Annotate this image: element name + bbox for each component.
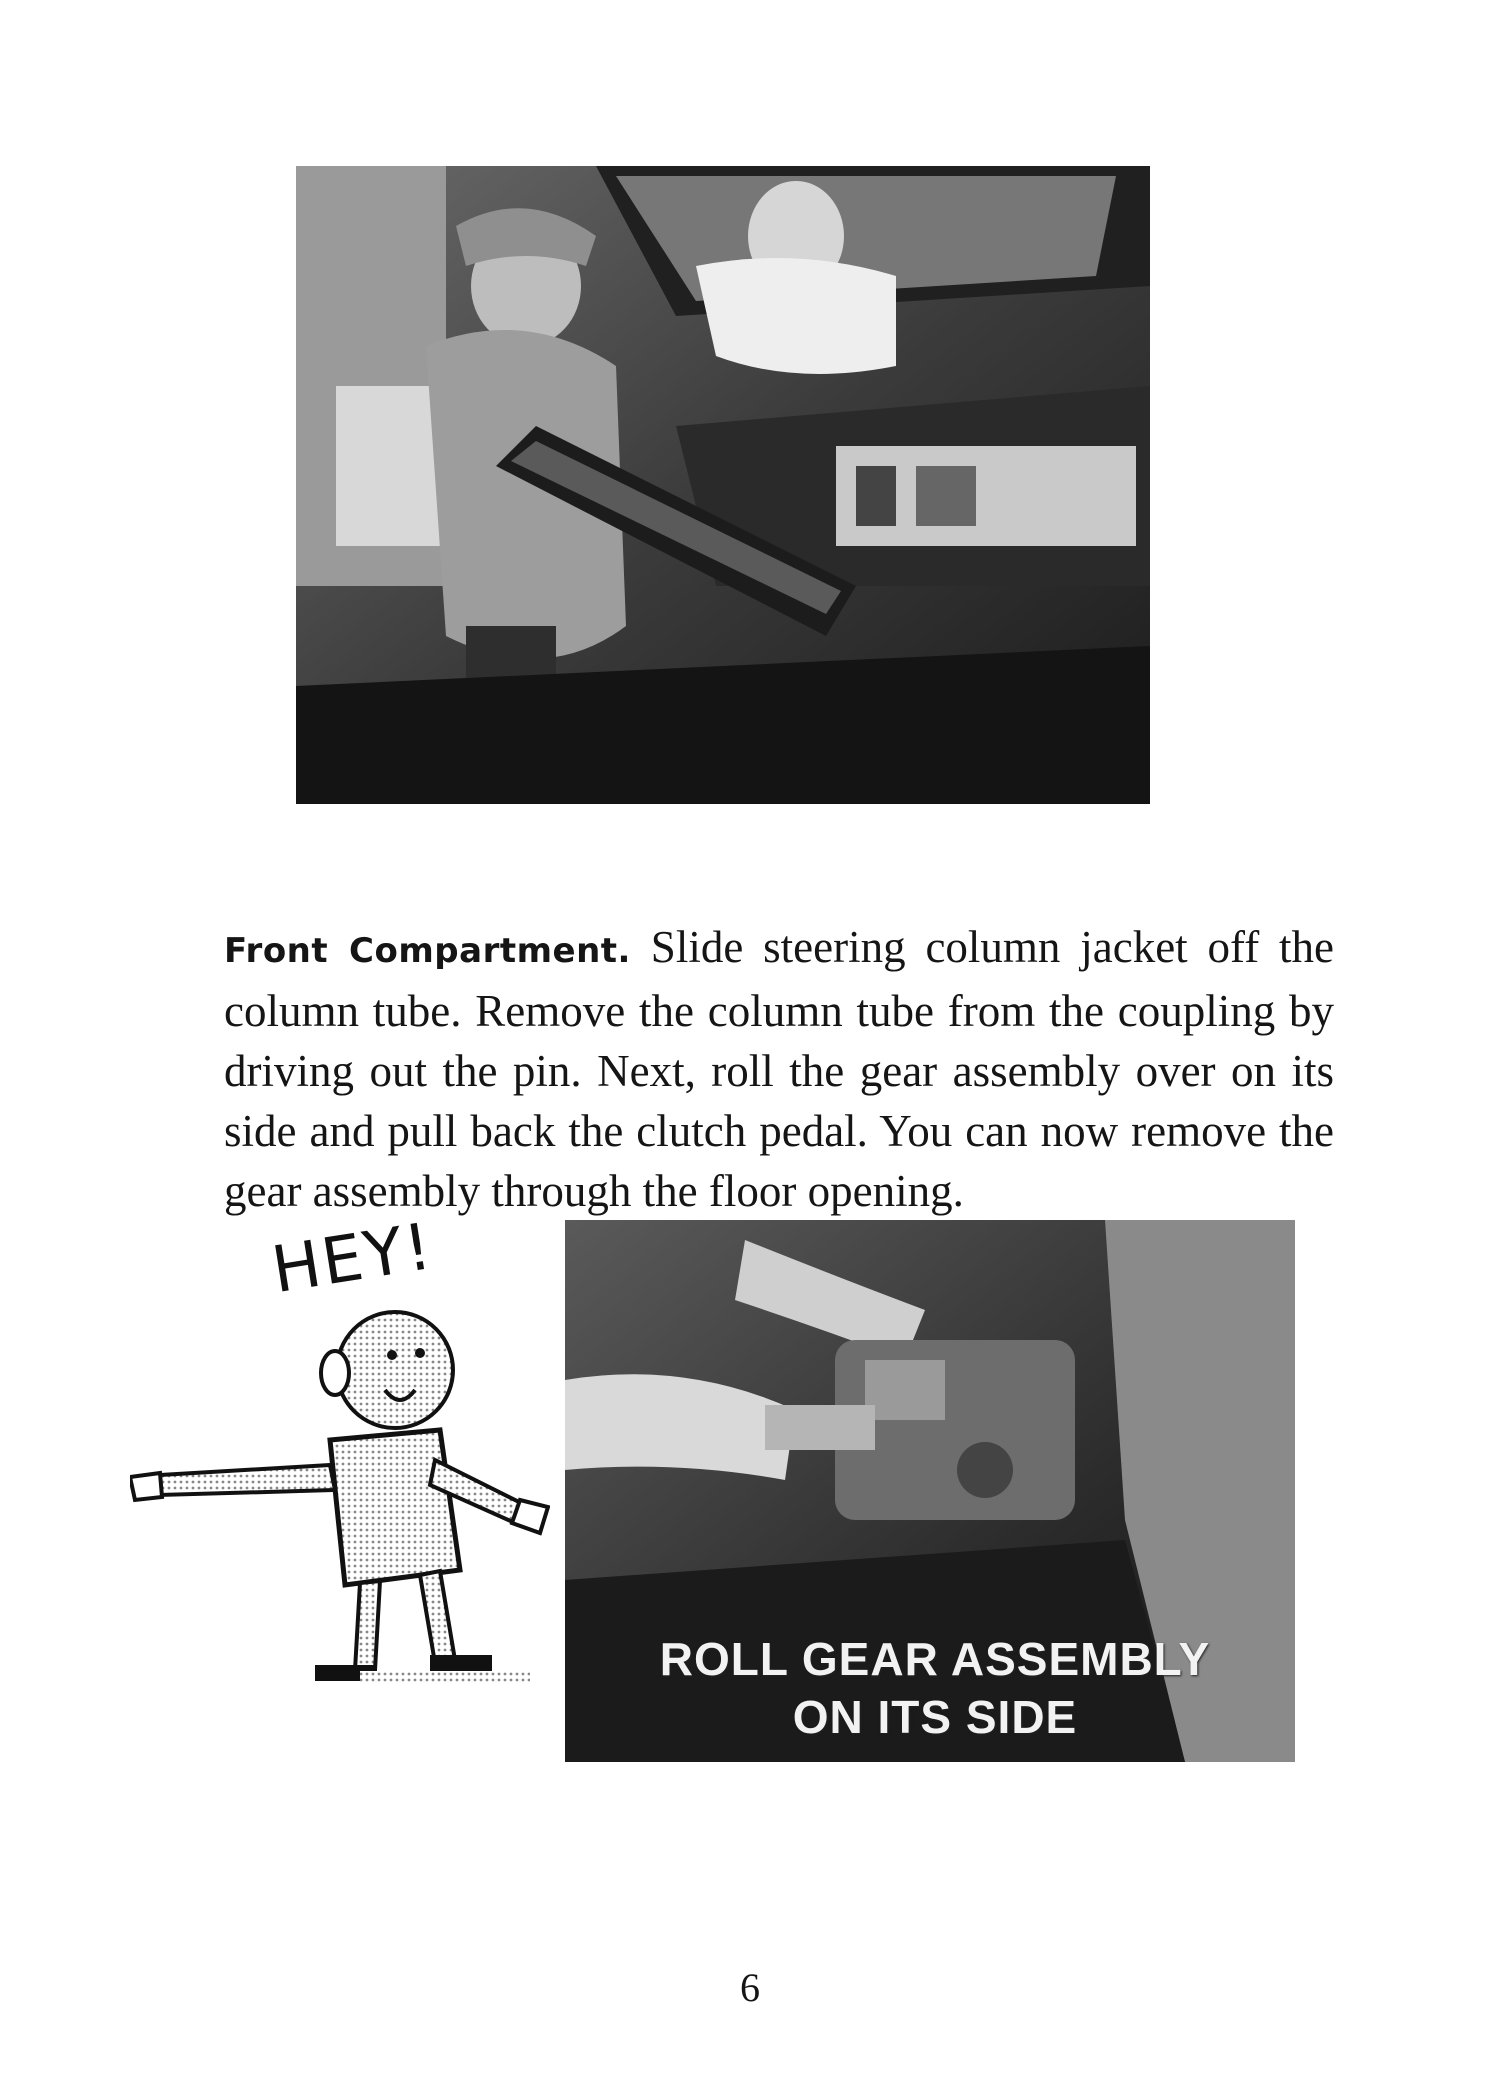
photo-steering-column-removal — [296, 166, 1150, 804]
caption-lead: Front Compartment. — [224, 931, 631, 971]
overlay-line-2: ON ITS SIDE — [792, 1691, 1078, 1743]
caption-paragraph — [224, 917, 1334, 1221]
photo-roll-gear-assembly — [565, 1220, 1295, 1762]
cartoon-mascot-figure — [130, 1215, 550, 1685]
caption-text: Slide steering column jacket off the column tube. Remove the column tube from the coupling by driving out the pin. Next, roll the gear assembly over on its side and pull back the clutch pedal. You can now remove the gear assembly through the floor opening. — [224, 922, 1334, 1216]
overlay-line-1: ROLL GEAR ASSEMBLY — [659, 1633, 1211, 1685]
photo-overlay-caption — [655, 1630, 1215, 1746]
page-number: 6 — [740, 1965, 760, 2010]
hey-exclamation: HEY! — [267, 1209, 439, 1309]
